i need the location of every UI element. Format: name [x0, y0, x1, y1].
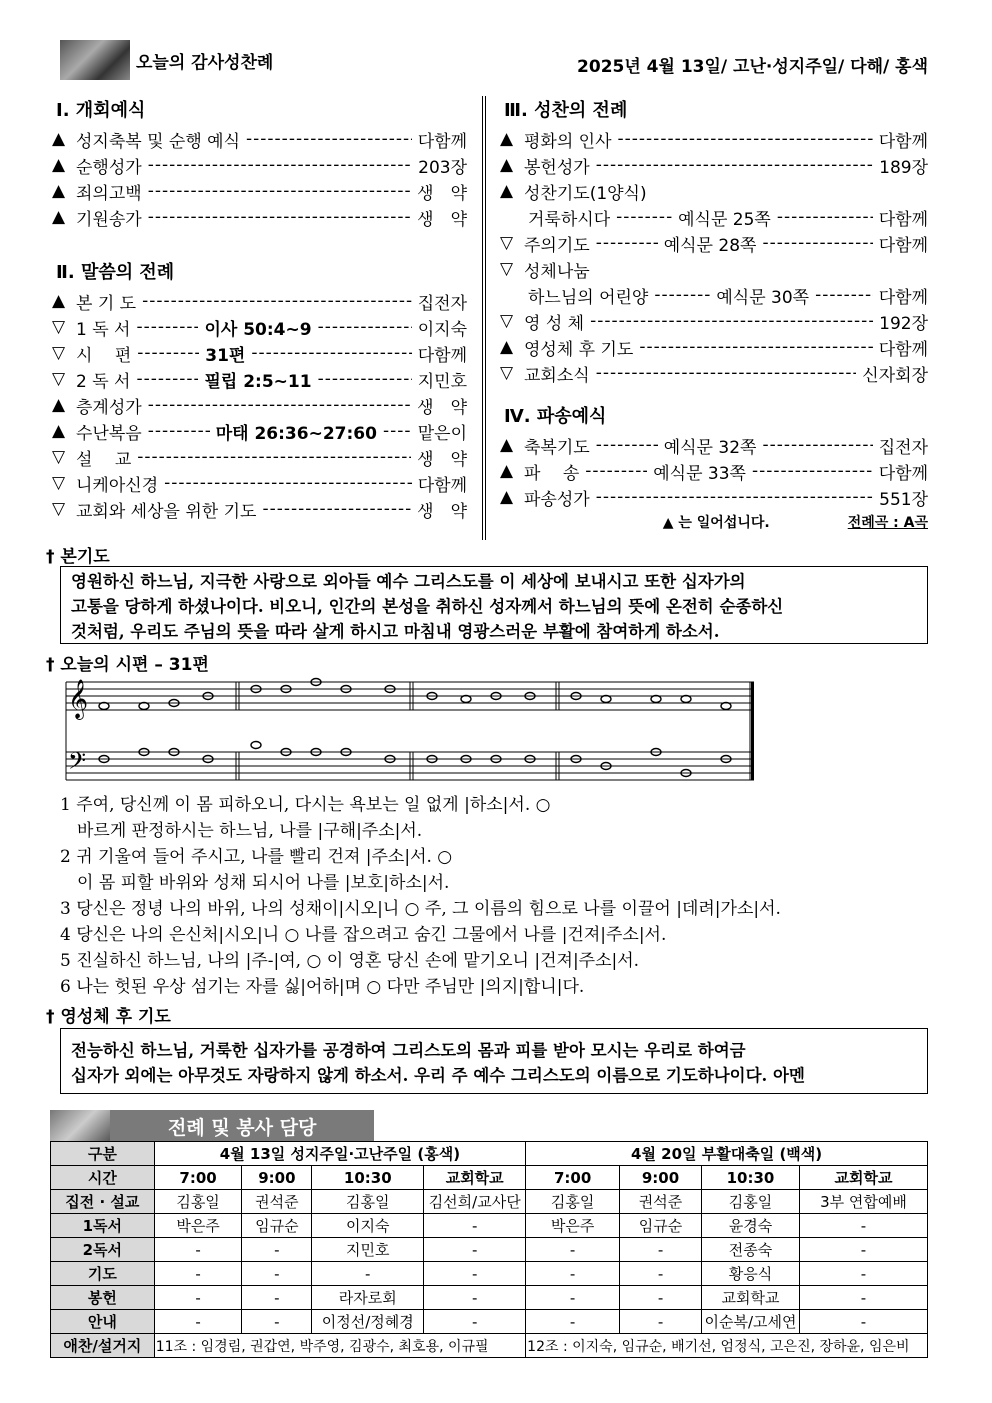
duty-row	[51, 1214, 928, 1238]
collect-title: † 본기도	[46, 547, 110, 567]
sit-marker-icon: ▽	[500, 363, 514, 383]
duty-title: 전례 및 봉사 담당	[110, 1110, 374, 1142]
header-photo	[60, 40, 130, 80]
psalm-line: 1 주여, 당신께 이 몸 피하오니, 다시는 욕보는 일 없게 |하소|서. ○	[60, 795, 551, 815]
liturgy-row	[52, 314, 467, 340]
liturgy-row	[500, 152, 928, 178]
liturgy-item-value: 다함께	[878, 463, 928, 484]
leader-dots	[639, 337, 872, 357]
duty-cell: 권석준	[242, 1190, 312, 1214]
liturgy-row	[52, 444, 467, 470]
liturgy-row	[500, 126, 928, 152]
liturgy-item-label: 2 독 서	[76, 371, 131, 392]
duty-row-label: 봉헌	[51, 1286, 155, 1310]
liturgy-item-value: 다함께	[878, 131, 928, 152]
stand-marker-icon: ▲	[500, 435, 514, 455]
duty-cell: -	[242, 1286, 312, 1310]
duty-photo	[50, 1110, 110, 1142]
liturgy-item-label: 축복기도	[524, 437, 590, 458]
leader-dots	[137, 343, 199, 363]
liturgy-item-reference: 예식문 25쪽	[678, 209, 771, 230]
leader-dots	[148, 421, 210, 441]
duty-row	[51, 1190, 928, 1214]
liturgy-item-label: 1 독 서	[76, 319, 131, 340]
duty-cell: -	[620, 1310, 702, 1334]
duty-cell: 라자로회	[312, 1286, 424, 1310]
leader-dots	[596, 363, 857, 383]
liturgy-item-value: 192장	[879, 313, 928, 334]
duty-cell: 교회학교	[702, 1286, 800, 1310]
psalm-line: 5 진실하신 하느님, 나의 |주-|여, ○ 이 영혼 당신 손에 맡기오니 |건져|주소|서.	[60, 951, 640, 971]
duty-col-label: 구분	[51, 1142, 155, 1166]
duty-cell: -	[526, 1238, 620, 1262]
leader-dots	[596, 487, 873, 507]
psalm-line: 이 몸 피할 바위와 성채 되시어 나를 |보호|하소|서.	[60, 873, 450, 893]
duty-cell: -	[424, 1286, 526, 1310]
liturgy-row	[52, 418, 467, 444]
collect-line: 것처럼, 우리도 주님의 뜻을 따라 살게 하시고 마침내 영광스러운 부활에 참여하게 하소서.	[71, 622, 720, 641]
duty-cell: -	[424, 1238, 526, 1262]
liturgy-item-value: 이지숙	[417, 319, 467, 340]
leader-dots	[585, 461, 647, 481]
liturgy-row	[500, 334, 928, 360]
duty-cell: -	[154, 1310, 242, 1334]
duty-time: 9:00	[620, 1166, 702, 1190]
liturgy-item-label: 니케아신경	[76, 475, 159, 496]
psalm-line: 4 당신은 나의 은신처|시오|니 ○ 나를 잡으려고 숨긴 그물에서 나를 |건져|주소|서.	[60, 925, 667, 945]
section-word-list	[52, 288, 467, 522]
leader-dots	[148, 207, 411, 227]
postcommunion-box	[60, 1028, 928, 1094]
liturgy-item-label: 봉헌성가	[524, 157, 590, 178]
duty-time: 7:00	[526, 1166, 620, 1190]
duty-cell: 황응식	[702, 1262, 800, 1286]
duty-cell: 박은주	[154, 1214, 242, 1238]
stand-marker-icon: ▲	[52, 207, 66, 227]
collect-line: 고통을 당하게 하셨나이다. 비오니, 인간의 본성을 취하신 성자께서 하느님의 뜻에 온전히 순종하신	[71, 597, 784, 616]
leader-dots	[618, 129, 873, 149]
liturgy-row	[52, 366, 467, 392]
duty-time: 7:00	[154, 1166, 242, 1190]
liturgy-row	[500, 256, 928, 282]
leader-dots	[596, 435, 658, 455]
liturgy-item-reference: 마태 26:36~27:60	[215, 423, 377, 444]
leader-dots	[762, 233, 872, 253]
leader-dots	[590, 311, 873, 331]
stand-note: ▲ 는 일어섭니다.	[662, 515, 770, 531]
psalm-text	[60, 792, 781, 1000]
section-dismissal-list	[500, 432, 928, 510]
liturgy-row	[500, 308, 928, 334]
stand-marker-icon: ▲	[52, 395, 66, 415]
duty-cell: 지민호	[312, 1238, 424, 1262]
leader-dots	[136, 369, 198, 389]
liturgy-item-label: 주의기도	[524, 235, 590, 256]
duty-cell: -	[154, 1262, 242, 1286]
duty-cell: -	[526, 1262, 620, 1286]
tune-note: 전례곡 : A곡	[847, 515, 928, 531]
liturgy-row	[500, 360, 928, 386]
liturgy-item-reference: 예식문 30쪽	[716, 287, 810, 308]
duty-cell: 김홍일	[154, 1190, 242, 1214]
duty-cell: -	[312, 1262, 424, 1286]
liturgy-item-reference: 31편	[205, 345, 246, 366]
collect-box	[60, 566, 928, 644]
liturgy-item-value: 맡은이	[417, 423, 467, 444]
section-opening-title: Ⅰ. 개회예식	[56, 100, 146, 121]
liturgy-item-value: 551장	[879, 489, 928, 510]
liturgy-item-label: 설 교	[76, 449, 132, 470]
duty-cell: 권석준	[620, 1190, 702, 1214]
liturgy-item-label: 교회와 세상을 위한 기도	[76, 501, 257, 522]
duty-row	[51, 1238, 928, 1262]
header-date: 2025년 4월 13일/ 고난·성지주일/ 다해/ 홍색	[577, 57, 928, 77]
duty-cell: 이정선/정혜경	[312, 1310, 424, 1334]
liturgy-item-value: 생 약	[417, 501, 467, 522]
sit-marker-icon: ▽	[52, 473, 66, 493]
psalm-line: 6 나는 헛된 우상 섬기는 자를 싫|어하|며 ○ 다만 주님만 |의지|합니|다.	[60, 977, 585, 997]
duty-cell: -	[799, 1238, 927, 1262]
left-column	[52, 94, 467, 522]
duty-cell: -	[799, 1262, 927, 1286]
sit-marker-icon: ▽	[500, 311, 514, 331]
liturgy-item-value: 다함께	[878, 339, 928, 360]
liturgy-row	[500, 484, 928, 510]
leader-dots	[318, 369, 412, 389]
duty-table	[50, 1141, 928, 1358]
leader-dots	[251, 343, 411, 363]
liturgy-item-reference: 필립 2:5~11	[204, 371, 312, 392]
liturgy-item-reference: 이사 50:4~9	[204, 319, 312, 340]
duty-time: 10:30	[702, 1166, 800, 1190]
duty-cell: -	[154, 1238, 242, 1262]
duty-row	[51, 1286, 928, 1310]
stand-marker-icon: ▲	[500, 181, 514, 201]
column-divider	[482, 96, 486, 540]
liturgy-row	[52, 126, 467, 152]
svg-text:𝄢: 𝄢	[68, 747, 87, 780]
section-dismissal-title: Ⅳ. 파송예식	[504, 406, 607, 427]
section-word-title: Ⅱ. 말씀의 전례	[56, 262, 175, 283]
duty-cell: -	[424, 1310, 526, 1334]
duty-cell: 전종숙	[702, 1238, 800, 1262]
liturgy-row	[52, 178, 467, 204]
section-eucharist-title: Ⅲ. 성찬의 전례	[504, 100, 628, 121]
duty-time-label: 시간	[51, 1166, 155, 1190]
duty-cell: -	[242, 1238, 312, 1262]
leader-dots	[777, 207, 873, 227]
duty-cell: 김선희/교사단	[424, 1190, 526, 1214]
leader-dots	[762, 435, 872, 455]
liturgy-row	[500, 178, 928, 204]
liturgy-item-label: 하느님의 어린양	[528, 287, 649, 308]
liturgy-item-label: 층계성가	[76, 397, 142, 418]
duty-row-label: 집전 · 설교	[51, 1190, 155, 1214]
sit-marker-icon: ▽	[52, 447, 66, 467]
stand-marker-icon: ▲	[500, 337, 514, 357]
liturgy-item-value: 신자회장	[862, 365, 928, 386]
duty-cell: -	[799, 1214, 927, 1238]
stand-marker-icon: ▲	[500, 461, 514, 481]
duty-time: 10:30	[312, 1166, 424, 1190]
duty-cell: -	[154, 1286, 242, 1310]
liturgy-item-label: 성찬기도(1양식)	[524, 183, 647, 204]
liturgy-item-value: 다함께	[417, 131, 467, 152]
right-column	[500, 94, 928, 534]
liturgy-item-label: 성지축복 및 순행 예식	[76, 131, 241, 152]
stand-marker-icon: ▲	[52, 155, 66, 175]
liturgy-row	[500, 204, 928, 230]
liturgy-item-reference: 예식문 28쪽	[663, 235, 757, 256]
duty-row-label: 안내	[51, 1310, 155, 1334]
stand-marker-icon: ▲	[52, 129, 66, 149]
liturgy-item-label: 거룩하시다	[528, 209, 611, 230]
duty-title-bar	[50, 1110, 374, 1142]
duty-cell: -	[620, 1262, 702, 1286]
liturgy-item-value: 203장	[418, 157, 467, 178]
liturgy-item-label: 죄의고백	[76, 183, 142, 204]
duty-cleanup-row	[51, 1334, 928, 1358]
duty-body	[51, 1190, 928, 1334]
liturgy-item-label: 수난복음	[76, 423, 142, 444]
duty-cell: -	[526, 1286, 620, 1310]
leader-dots	[616, 207, 672, 227]
duty-row-label: 1독서	[51, 1214, 155, 1238]
duty-cell: -	[620, 1238, 702, 1262]
liturgy-item-value: 집전자	[878, 437, 928, 458]
postcommunion-title: † 영성체 후 기도	[46, 1007, 171, 1027]
leader-dots	[596, 155, 873, 175]
stand-marker-icon: ▲	[500, 155, 514, 175]
liturgy-item-value: 다함께	[878, 209, 928, 230]
liturgy-item-label: 기원송가	[76, 209, 142, 230]
liturgy-item-label: 영성체 후 기도	[524, 339, 634, 360]
liturgy-item-reference: 예식문 32쪽	[663, 437, 757, 458]
leader-dots	[815, 285, 873, 305]
leader-dots	[164, 473, 412, 493]
liturgy-item-value: 생 약	[417, 209, 467, 230]
sit-marker-icon: ▽	[52, 499, 66, 519]
liturgy-item-label: 파 송	[524, 463, 580, 484]
psalm-line: 바르게 판정하시는 하느님, 나를 |구해|주소|서.	[60, 821, 423, 841]
liturgy-row	[500, 432, 928, 458]
liturgy-item-label: 시 편	[76, 345, 132, 366]
liturgy-item-value: 생 약	[417, 449, 467, 470]
liturgy-row	[500, 282, 928, 308]
duty-cell: 임규순	[242, 1214, 312, 1238]
leader-dots	[148, 181, 411, 201]
liturgy-item-value: 189장	[879, 157, 928, 178]
liturgy-item-label: 교회소식	[524, 365, 590, 386]
psalm-line: 2 귀 기울여 들어 주시고, 나를 빨리 건져 |주소|서. ○	[60, 847, 453, 867]
svg-text:𝄞: 𝄞	[68, 679, 89, 719]
liturgy-row	[500, 458, 928, 484]
duty-cell: 이지숙	[312, 1214, 424, 1238]
duty-cell: -	[242, 1310, 312, 1334]
psalm-title: † 오늘의 시편 – 31편	[46, 655, 209, 675]
leader-dots	[654, 285, 710, 305]
duty-time: 9:00	[242, 1166, 312, 1190]
leader-dots	[752, 461, 873, 481]
duty-cell: 윤경숙	[702, 1214, 800, 1238]
liturgy-row	[52, 392, 467, 418]
liturgy-item-value: 다함께	[417, 475, 467, 496]
duty-cleanup-week1: 11조 : 임경림, 권갑연, 박주영, 김광수, 최호용, 이규필	[154, 1334, 525, 1358]
sit-marker-icon: ▽	[52, 343, 66, 363]
duty-cell: -	[620, 1286, 702, 1310]
liturgy-item-label: 파송성가	[524, 489, 590, 510]
sit-marker-icon: ▽	[500, 259, 514, 279]
duty-cell: 이순복/고세연	[702, 1310, 800, 1334]
leader-dots	[148, 395, 411, 415]
duty-cell: -	[424, 1214, 526, 1238]
liturgy-row	[52, 340, 467, 366]
liturgy-row	[52, 204, 467, 230]
duty-week-row	[51, 1142, 928, 1166]
leader-dots	[136, 317, 198, 337]
duty-cell: 김홍일	[702, 1190, 800, 1214]
liturgy-item-value: 집전자	[417, 293, 467, 314]
liturgy-item-label: 성체나눔	[524, 261, 590, 282]
header-left	[60, 40, 273, 80]
duty-row-label: 2독서	[51, 1238, 155, 1262]
liturgy-row	[52, 496, 467, 522]
duty-cell: 박은주	[526, 1214, 620, 1238]
duty-week1: 4월 13일 성지주일·고난주일 (홍색)	[154, 1142, 525, 1166]
leader-dots	[246, 129, 412, 149]
duty-cell: 3부 연합예배	[799, 1190, 927, 1214]
sit-marker-icon: ▽	[52, 317, 66, 337]
duty-cell: 임규순	[620, 1214, 702, 1238]
duty-time-row	[51, 1166, 928, 1190]
liturgy-item-value: 생 약	[417, 397, 467, 418]
liturgy-item-label: 평화의 인사	[524, 131, 612, 152]
liturgy-item-label: 순행성가	[76, 157, 142, 178]
duty-cell: -	[526, 1310, 620, 1334]
page-title: 오늘의 감사성찬례	[136, 52, 274, 73]
collect-line: 영원하신 하느님, 지극한 사랑으로 외아들 예수 그리스도를 이 세상에 보내시고 또한 십자가의	[71, 572, 746, 591]
stand-marker-icon: ▲	[500, 487, 514, 507]
liturgy-item-label: 영 성 체	[524, 313, 585, 334]
duty-cell: 김홍일	[526, 1190, 620, 1214]
leader-dots	[142, 291, 412, 311]
liturgy-item-value: 다함께	[417, 345, 467, 366]
liturgy-item-label: 본 기 도	[76, 293, 137, 314]
liturgy-item-reference: 예식문 33쪽	[653, 463, 746, 484]
psalm-music-score	[60, 676, 760, 786]
duty-cell: 김홍일	[312, 1190, 424, 1214]
leader-dots	[148, 155, 412, 175]
duty-cleanup-week2: 12조 : 이지숙, 임규순, 배기선, 엄정식, 고은진, 장하윤, 임은비	[526, 1334, 928, 1358]
duty-cell: -	[799, 1286, 927, 1310]
psalm-line: 3 당신은 정녕 나의 바위, 나의 성채이|시오|니 ○ 주, 그 이름의 힘으로 나를 이끌어 |데려|가소|서.	[60, 899, 781, 919]
section-eucharist-list	[500, 126, 928, 386]
liturgy-row	[52, 470, 467, 496]
liturgy-row	[500, 230, 928, 256]
stand-marker-icon: ▲	[52, 181, 66, 201]
duty-row	[51, 1262, 928, 1286]
leader-dots	[262, 499, 411, 519]
duty-time: 교회학교	[424, 1166, 526, 1190]
liturgy-item-value: 다함께	[878, 235, 928, 256]
postcommunion-line: 십자가 외에는 아무것도 자랑하지 않게 하소서. 우리 주 예수 그리스도의 이름으로 기도하나이다. 아멘	[71, 1066, 805, 1085]
section-opening-list	[52, 126, 467, 230]
leader-dots	[318, 317, 412, 337]
duty-week2: 4월 20일 부활대축일 (백색)	[526, 1142, 928, 1166]
duty-row-label: 기도	[51, 1262, 155, 1286]
duty-time: 교회학교	[799, 1166, 927, 1190]
postcommunion-line: 전능하신 하느님, 거룩한 십자가를 공경하여 그리스도의 몸과 피를 받아 모시는 우리로 하여금	[71, 1041, 746, 1060]
liturgy-item-value: 생 약	[417, 183, 467, 204]
leader-dots	[596, 233, 658, 253]
duty-cleanup-label: 애찬/설거지	[51, 1334, 155, 1358]
sit-marker-icon: ▽	[52, 369, 66, 389]
leader-dots	[137, 447, 411, 467]
duty-cell: -	[242, 1262, 312, 1286]
stand-marker-icon: ▲	[500, 129, 514, 149]
sit-marker-icon: ▽	[500, 233, 514, 253]
liturgy-item-value: 지민호	[417, 371, 467, 392]
liturgy-row	[52, 288, 467, 314]
duty-cell: -	[799, 1310, 927, 1334]
liturgy-row	[52, 152, 467, 178]
duty-cell: -	[424, 1262, 526, 1286]
leader-dots	[383, 421, 412, 441]
stand-marker-icon: ▲	[52, 421, 66, 441]
duty-row	[51, 1310, 928, 1334]
liturgy-item-value: 다함께	[878, 287, 928, 308]
stand-marker-icon: ▲	[52, 291, 66, 311]
